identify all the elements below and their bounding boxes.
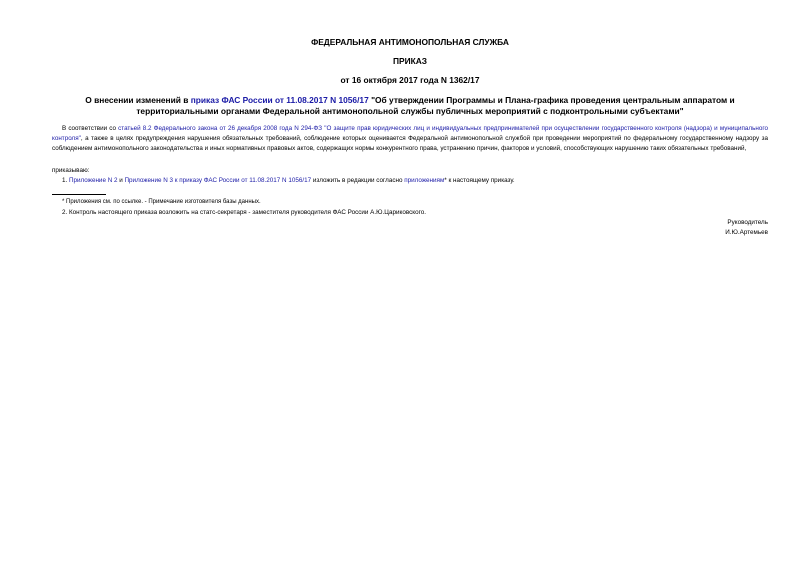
agency-heading: ФЕДЕРАЛЬНАЯ АНТИМОНОПОЛЬНАЯ СЛУЖБА: [311, 37, 509, 47]
signer-name: И.Ю.Артемьев: [725, 229, 768, 236]
title-order-link[interactable]: приказ ФАС России от 11.08.2017 N 1056/17: [190, 95, 369, 105]
document-date: от 16 октября 2017 года N 1362/17: [340, 75, 480, 85]
title-prefix: О внесении изменений в: [85, 95, 191, 105]
title-rest: "Об утверждении Программы и Плана-графика проведения центральным аппаратом и территориальными органами Федеральной антимонопольной службы публичных мероприятий с подконтрольными субъектами": [136, 95, 735, 116]
order-item-2: 2. Контроль настоящего приказа возложить на статс-секретаря - заместителя руководителя ФАС России А.Ю.Цариковского.: [62, 209, 427, 216]
item1-number: 1.: [62, 177, 70, 184]
item1-end: * к настоящему приказу.: [444, 177, 515, 184]
document-type-heading: ПРИКАЗ: [392, 56, 428, 66]
item1-and: и: [117, 177, 125, 184]
preamble-paragraph: [52, 124, 768, 154]
footnote-text: * Приложения см. по ссылке. - Примечание изготовителя базы данных.: [62, 199, 261, 205]
item1-mid: изложить в редакции согласно: [311, 177, 405, 184]
signer-title: Руководитель: [727, 219, 768, 226]
appendix-3-link[interactable]: Приложение N 3 к приказу ФАС России от 11.08.2017 N 1056/17: [124, 177, 312, 184]
appendix-2-link[interactable]: Приложение N 2: [69, 177, 118, 184]
law-article-link[interactable]: статьей 8.2 Федерального закона от 26 декабря 2008 года N 294-ФЗ: [118, 125, 323, 132]
law-title-link[interactable]: "О защите прав юридических лиц и индивидуальных предпринимателей при осуществлении государственного контроля (надзора) и муниципального контроля": [52, 125, 768, 142]
orders-line: приказываю:: [52, 167, 90, 174]
footnote-divider: [52, 194, 106, 195]
preamble-intro: В соответствии со: [62, 125, 119, 132]
order-item-1: [52, 176, 768, 186]
document-title: [52, 95, 768, 117]
preamble-rest: , а также в целях предупреждения нарушения обязательных требований, соблюдение которых оценивается Федеральной антимонопольной службой при проведении мероприятий по федеральному государственному надзору за соблюдением антимонопольного законодательства и иных нормативных правовых актов, содержащих нормы конкурентного права, устранению причин, факторов и условий, способствующих нарушению таких обязательных требований,: [52, 135, 768, 152]
appendices-link[interactable]: приложениям: [404, 177, 445, 184]
